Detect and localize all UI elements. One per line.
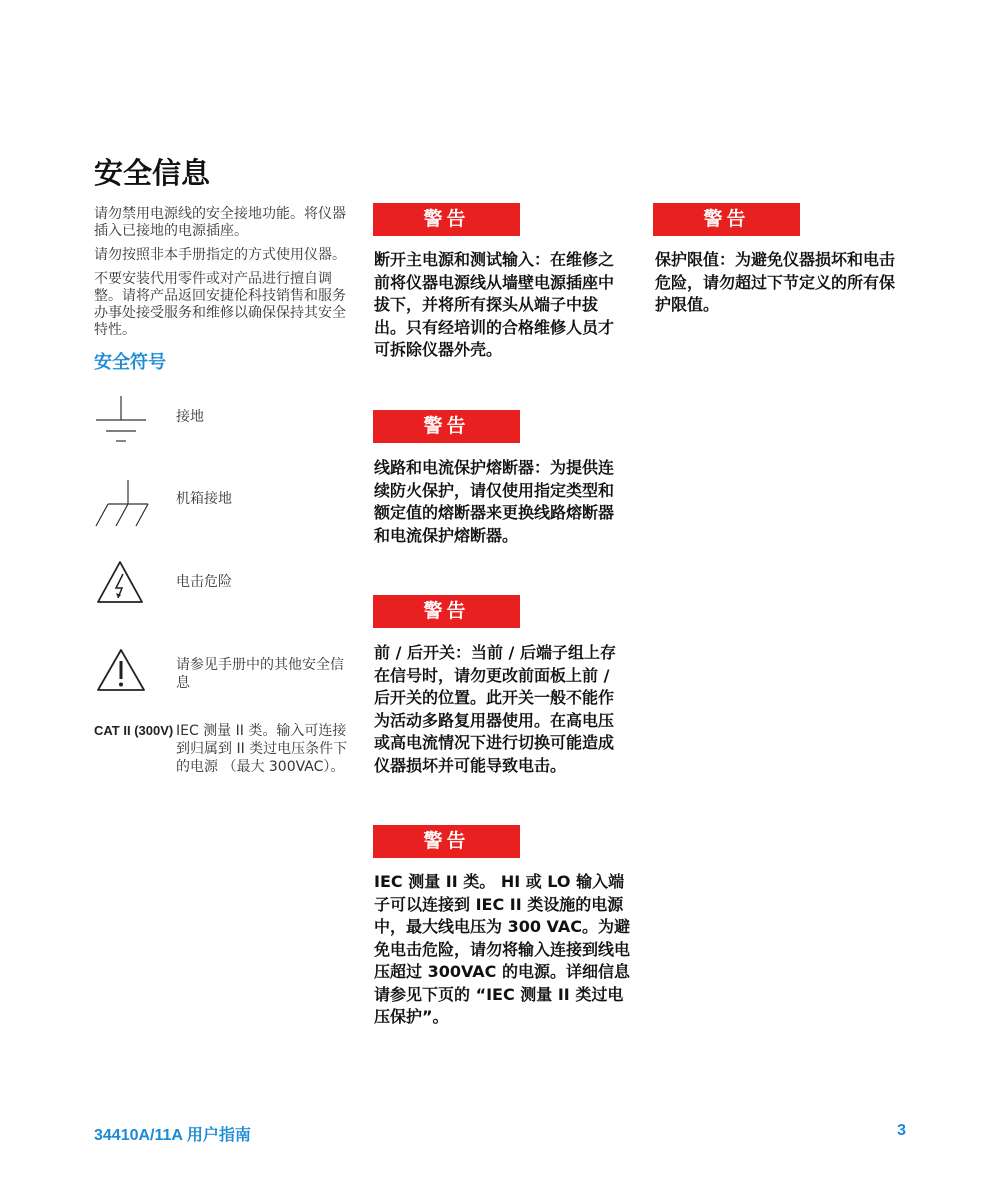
warning-badge: 警告 — [373, 595, 520, 628]
warning-text: 断开主电源和测试输入：在维修之前将仪器电源线从墙壁电源插座中拔下，并将所有探头从端子中拔出。只有经培训的合格维修人员才可拆除仪器外壳。 — [374, 250, 615, 359]
chassis-ground-icon — [94, 480, 150, 534]
warning-text: 保护限值：为避免仪器损坏和电击危险，请勿超过下节定义的所有保护限值。 — [655, 250, 896, 314]
warning-badge: 警告 — [653, 203, 800, 236]
intro-paragraph: 不要安装代用零件或对产品进行擅自调整。请将产品返回安捷伦科技销售和服务办事处接受服务和维修以确保保持其安全特性。 — [94, 271, 346, 338]
page-number: 3 — [897, 1122, 906, 1139]
symbol-row-chassis — [94, 480, 356, 530]
warning-text: 前 / 后开关：当前 / 后端子组上存在信号时，请勿更改前面板上前 / 后开关的位置。此开关一般不能作为活动多路复用器使用。在高电压或高电流情况下进行切换可能造成仪器损坏并可能导致电击。 — [374, 643, 616, 775]
symbol-label: 请参见手册中的其他安全信息 — [176, 657, 344, 691]
footer-title: 34410A/11A 用户指南 — [94, 1127, 251, 1144]
warning-text: IEC 测量 II 类。 HI 或 LO 输入端子可以连接到 IEC II 类设施的电源中，最大线电压为 300 VAC。为避免电击危险，请勿将输入连接到线电压超过 300VAC 的电源。详细信息请参见下页的 “IEC 测量 II 类过电压保护”。 — [374, 872, 631, 1026]
warning-badge: 警告 — [373, 410, 520, 443]
symbol-label: 接地 — [176, 409, 204, 425]
warning-badge: 警告 — [373, 825, 520, 858]
intro-paragraph: 请勿禁用电源线的安全接地功能。将仪器插入已接地的电源插座。 — [94, 206, 346, 239]
left-column — [94, 150, 356, 379]
symbol-label: 机箱接地 — [176, 491, 232, 507]
cat-ii-label: CAT II (300V) — [94, 723, 174, 738]
intro-text — [94, 206, 356, 339]
symbol-row-ground — [94, 396, 356, 446]
symbol-row-shock — [94, 560, 356, 606]
shock-hazard-icon — [94, 560, 150, 610]
symbol-row-caution — [94, 648, 356, 694]
intro-paragraph: 请勿按照非本手册指定的方式使用仪器。 — [94, 247, 346, 263]
safety-symbols-heading: 安全符号 — [94, 352, 166, 373]
symbol-label: 电击危险 — [176, 574, 232, 590]
warning-badge: 警告 — [373, 203, 520, 236]
caution-icon — [94, 648, 150, 698]
page-title: 安全信息 — [94, 156, 211, 190]
earth-ground-icon — [94, 396, 150, 450]
cat-ii-description: IEC 测量 II 类。输入可连接到归属到 II 类过电压条件下的电源 （最大 300VAC）。 — [176, 723, 348, 775]
warning-text: 线路和电流保护熔断器：为提供连续防火保护，请仅使用指定类型和额定值的熔断器来更换线路熔断器和电流保护熔断器。 — [374, 458, 615, 545]
